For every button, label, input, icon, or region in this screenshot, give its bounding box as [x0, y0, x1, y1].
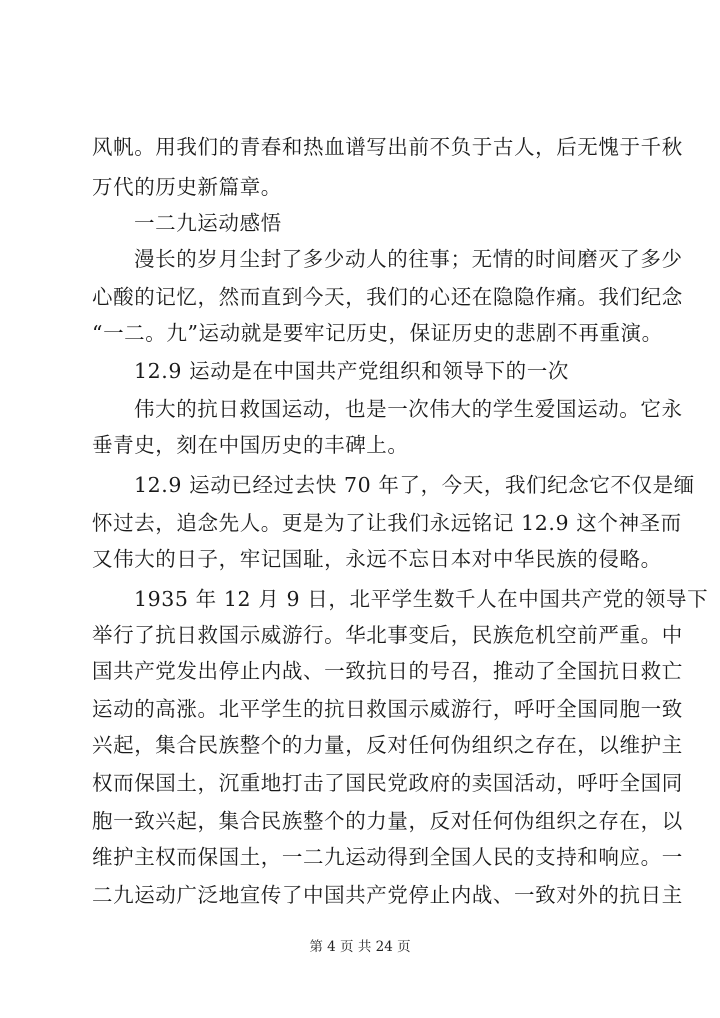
text-line: 举行了抗日救国示威游行。华北事变后，民族危机空前严重。中	[92, 623, 683, 647]
text-line: 1935 年 12 月 9 日，北平学生数千人在中国共产党的领导下	[134, 587, 709, 611]
text-line: 兴起，集合民族整个的力量，反对任何伪组织之存在，以维护主	[92, 733, 683, 757]
text-line: 漫长的岁月尘封了多少动人的往事；无情的时间磨灭了多少	[134, 247, 683, 271]
text-line: 垂青史，刻在中国历史的丰碑上。	[92, 433, 409, 457]
text-line: 胞一致兴起，集合民族整个的力量，反对任何伪组织之存在，以	[92, 809, 683, 833]
text-line: 12.9 运动是在中国共产党组织和领导下的一次	[134, 359, 569, 383]
text-line: 维护主权而保国土，一二九运动得到全国人民的支持和响应。一	[92, 845, 683, 869]
text-line: 又伟大的日子，牢记国耻，永远不忘日本对中华民族的侵略。	[92, 547, 662, 571]
text-line: “一二。九”运动就是要牢记历史，保证历史的悲剧不再重演。	[92, 321, 663, 345]
section-heading: 一二九运动感悟	[134, 211, 282, 235]
text-line: 权而保国土，沉重地打击了国民党政府的卖国活动，呼吁全国同	[92, 771, 683, 795]
text-line: 运动的高涨。北平学生的抗日救国示威游行，呼吁全国同胞一致	[92, 697, 683, 721]
text-line: 国共产党发出停止内战、一致抗日的号召，推动了全国抗日救亡	[92, 659, 683, 683]
text-line: 伟大的抗日救国运动，也是一次伟大的学生爱国运动。它永	[134, 397, 683, 421]
text-line: 二九运动广泛地宣传了中国共产党停止内战、一致对外的抗日主	[92, 883, 683, 907]
text-line: 万代的历史新篇章。	[92, 175, 282, 199]
text-line: 心酸的记忆，然而直到今天，我们的心还在隐隐作痛。我们纪念	[92, 285, 683, 309]
text-line: 怀过去，追念先人。更是为了让我们永远铭记 12.9 这个神圣而	[92, 511, 682, 535]
text-line: 12.9 运动已经过去快 70 年了，今天，我们纪念它不仅是缅	[134, 473, 695, 497]
page-number: 第 4 页 共 24 页	[309, 939, 411, 955]
text-line: 风帆。用我们的青春和热血谱写出前不负于古人，后无愧于千秋	[92, 135, 683, 159]
